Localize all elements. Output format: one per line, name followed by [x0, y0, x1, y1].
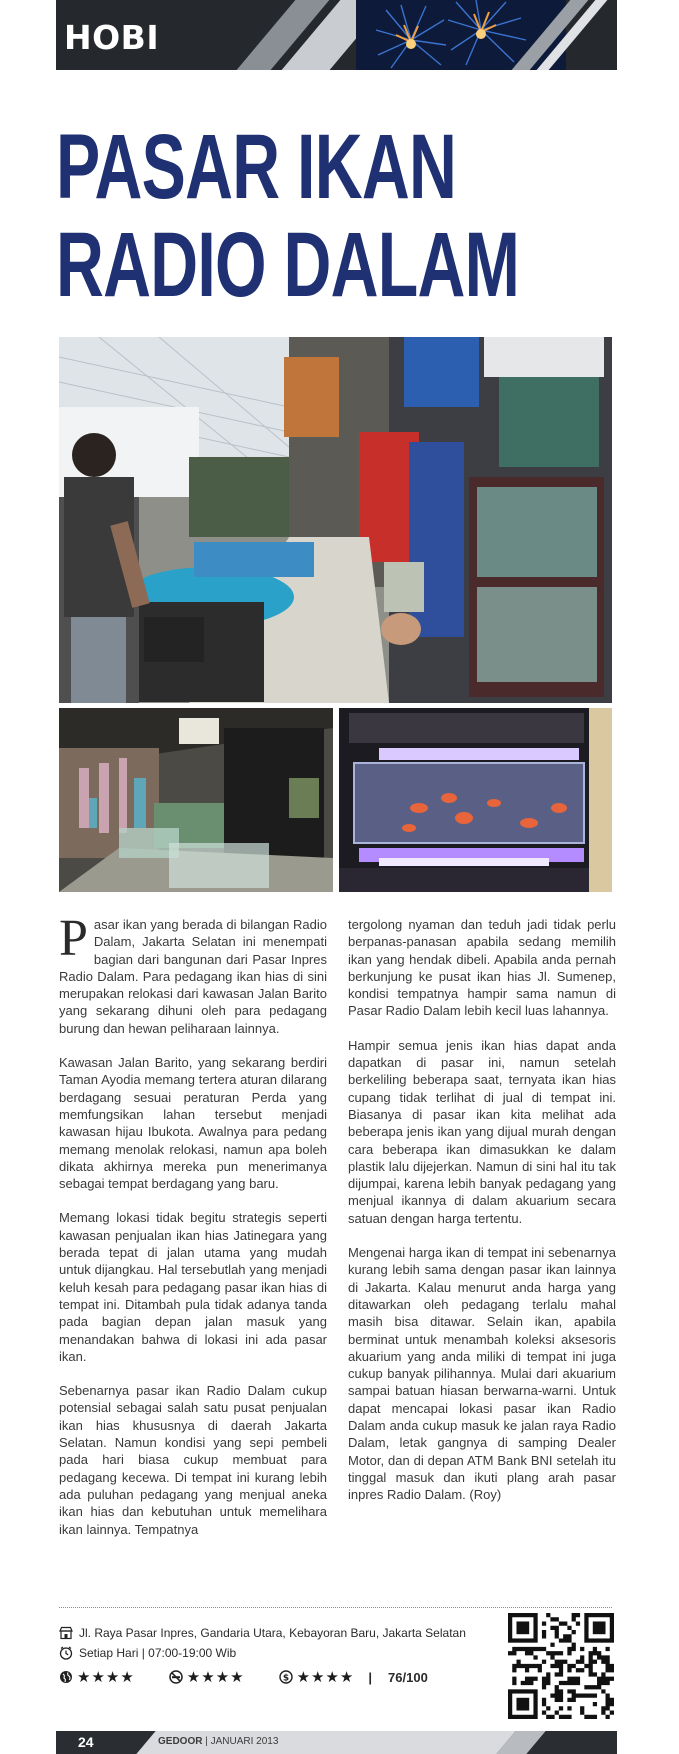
article-paragraph: [59, 910, 327, 1037]
store-icon: [59, 1626, 73, 1640]
article-paragraph: Memang lokasi tidak begitu strategis seperti kawasan penjualan ikan hias Jatinegara yang berada tepat di jalan utama yang mudah untuk dijangkau. Hal tersebutlah yang menjadi keluh kesah para pedagang pasar ikan hias di tempat ini. Ditambah pula tidak adanya tanda pada bagian depan jalan masuk yang menandakan bahwa di lokasi ini ada pasar ikan.: [59, 1210, 327, 1364]
title-line: PASAR IKAN: [56, 116, 457, 218]
article-paragraph: Kawasan Jalan Barito, yang sekarang berdiri Taman Ayodia memang tertera aturan dilarang berdagang sesuai peraturan Perda yang memfungsikan lahan tersebut menjadi kawasan hijau Ibukota. Awalnya para pedang memang menolak relokasi, namun apa boleh dikata akhirnya mereka pun menerimanya sebagai tempat berdagang yang baru.: [59, 1055, 327, 1192]
star-rating: ★★★★: [77, 1669, 135, 1686]
market-photo-main: [59, 337, 612, 703]
article-column-left: [59, 910, 327, 1555]
page-title: [56, 116, 520, 316]
star-rating: ★★★★: [186, 1669, 245, 1686]
paragraph-text: asar ikan yang berada di bilangan Radio Dalam, Jakarta Selatan ini menempati bagian dari bangunan dari Pasar Inpres Radio Dalam. Para pedagang ikan hias di sini merupakan relokasi dari kawasan Jalan Barito yang sekarang dihuni oleh para pedagang burung dan hewan peliharaan lainnya.: [59, 917, 327, 1036]
rating-price: [279, 1668, 355, 1686]
issue-separator: |: [205, 1736, 208, 1747]
article-paragraph: Hampir semua jenis ikan hias dapat anda dapatkan di pasar ini, namun setelah berkeliling beberapa saat, ternyata ikan hias cupang tidak terlihat di jual di tempat ini. Biasanya di pasar ikan kita melihat ada beberapa jenis ikan yang dijual murah dengan cara beberapa ikan dimasukkan ke dalam plastik lalu dijejerkan. Namun di sini hal itu tak dijumpai, karena lebih banyak pedagang yang menjual ikannya di dalam akuarium secara satuan dengan harga tertentu.: [348, 1037, 616, 1226]
section-header: [56, 0, 617, 70]
article-paragraph: tergolong nyaman dan teduh jadi tidak perlu berpanas-panasan apabila sedang memilih ikan yang hendak dibeli. Apabila anda pernah berkunjung ke pusat ikan hias Jl. Sumenep, kondisi tempatnya hampir sama namun di Pasar Radio Dalam lebih kecil luas lahannya.: [348, 917, 616, 1019]
hours-row: [59, 1646, 236, 1660]
globe-icon: [59, 1670, 73, 1684]
magazine-issue: [158, 1736, 278, 1747]
drop-cap: P: [59, 910, 88, 967]
info-divider: [59, 1607, 612, 1608]
clock-icon: [59, 1646, 73, 1660]
article-paragraph: Mengenai harga ikan di tempat ini sebenarnya kurang lebih sama dengan pasar ikan lainnya di Jakarta. Kalau menurut anda harga yang ditawarkan oleh pedagang terlalu mahal masih bisa ditawar. Selain ikan, apabila berminat untuk menambah koleksi aksesoris akuarium yang anda miliki di tempat ini juga cukup banyak pilihannya. Mulai dari akuarium sampai batuan hiasan berwarna-warni. Untuk dapat mencapai lokasi pasar ikan Radio Dalam anda cukup masuk ke jalan raya Radio Dalam, letak gangnya di samping Dealer Motor, dan di depan ATM Bank BNI setelah itu tinggal masuk dan ikuti plang arah pasar inpres Radio Dalam. (Roy): [348, 1245, 616, 1503]
section-label: HOBI: [64, 18, 160, 57]
svg-text:$: $: [282, 1673, 289, 1684]
address-row: [59, 1626, 466, 1640]
issue-date: JANUARI 2013: [210, 1736, 279, 1747]
hours-text: Setiap Hari | 07:00-19:00 Wib: [79, 1646, 237, 1660]
page-footer: [56, 1731, 617, 1754]
rating-smoking: [169, 1668, 245, 1686]
page-number: 24: [78, 1734, 94, 1750]
score-separator: |: [368, 1669, 373, 1685]
overall-score: 76/100: [388, 1669, 428, 1685]
article-column-right: [348, 916, 616, 1521]
title-line: RADIO DALAM: [56, 214, 520, 316]
market-photo-stores: [59, 708, 333, 892]
no-smoking-icon: [169, 1670, 183, 1684]
rating-cleanliness: [59, 1668, 135, 1686]
magazine-name: GEDOOR: [158, 1736, 203, 1747]
qr-code[interactable]: [508, 1613, 614, 1719]
star-rating: ★★★★: [296, 1669, 355, 1686]
article-paragraph: Sebenarnya pasar ikan Radio Dalam cukup potensial sebagai salah satu pusat penjualan ikan hias khususnya di daerah Jakarta Selatan. Namun kondisi yang sepi pembeli pada hari biasa cukup membuat para pedagang kecewa. Di tempat ini kurang lebih ada puluhan pedagang yang menjual aneka ikan hias dan kebutuhan untuk memelihara ikan lainnya. Tempatnya: [59, 1383, 327, 1537]
dollar-icon: [279, 1670, 293, 1684]
aquarium-photo: [339, 708, 612, 892]
rating-row: [59, 1668, 428, 1686]
address-text: Jl. Raya Pasar Inpres, Gandaria Utara, Kebayoran Baru, Jakarta Selatan: [79, 1626, 466, 1640]
